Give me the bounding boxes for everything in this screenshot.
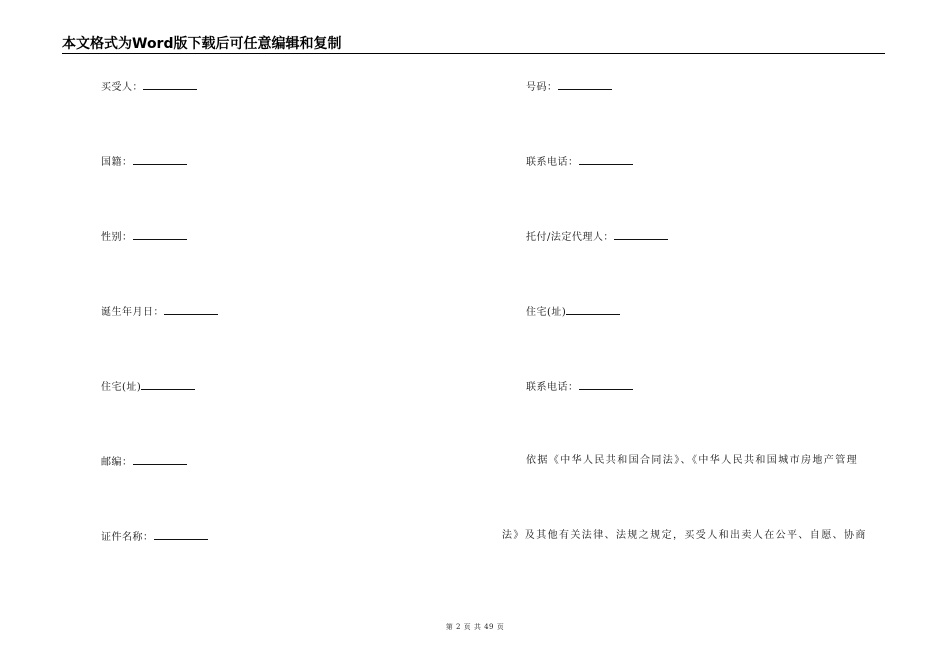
- gender-field: [101, 230, 187, 244]
- agent-phone-label: 联系电话：: [526, 382, 579, 393]
- phone-label: 联系电话：: [526, 157, 579, 168]
- id-number-blank[interactable]: [558, 80, 612, 90]
- gender-blank[interactable]: [133, 230, 187, 240]
- id-type-field: [101, 530, 208, 544]
- phone-field: [526, 155, 633, 169]
- address-field: [101, 380, 195, 394]
- birthdate-field: [101, 305, 218, 319]
- postcode-blank[interactable]: [133, 455, 187, 465]
- id-type-label: 证件名称：: [101, 532, 154, 543]
- birthdate-label: 诞生年月日：: [101, 307, 164, 318]
- buyer-blank[interactable]: [143, 80, 197, 90]
- agent-address-field: [526, 305, 620, 319]
- header-title: 本文格式为Word版下载后可任意编辑和复制: [62, 36, 342, 52]
- page-footer: [0, 622, 950, 632]
- address-label: 住宅(址): [101, 382, 142, 393]
- agent-address-blank[interactable]: [566, 305, 620, 315]
- postcode-field: [101, 455, 187, 469]
- buyer-label: 买受人：: [101, 82, 143, 93]
- gender-label: 性别：: [101, 232, 133, 243]
- id-number-field: [526, 80, 612, 94]
- nationality-label: 国籍：: [101, 157, 133, 168]
- agent-blank[interactable]: [614, 230, 668, 240]
- agent-address-label: 住宅(址): [526, 307, 567, 318]
- page-number: 第 2 页 共 49 页: [445, 623, 505, 631]
- body-text-line-2-content: 法》及其他有关法律、法规之规定，买受人和出卖人在公平、自愿、协商: [502, 530, 867, 541]
- body-text-line-2: [502, 530, 867, 542]
- agent-phone-field: [526, 380, 633, 394]
- phone-blank[interactable]: [579, 155, 633, 165]
- document-header: [62, 36, 885, 54]
- postcode-label: 邮编：: [101, 457, 133, 468]
- address-blank[interactable]: [141, 380, 195, 390]
- agent-field: [526, 230, 668, 244]
- agent-phone-blank[interactable]: [579, 380, 633, 390]
- body-text-line-1: [526, 455, 858, 467]
- id-type-blank[interactable]: [154, 530, 208, 540]
- body-text-line-1-content: 依据《中华人民共和国合同法》、《中华人民共和国城市房地产管理: [526, 455, 858, 466]
- id-number-label: 号码：: [526, 82, 558, 93]
- buyer-field: [101, 80, 197, 94]
- nationality-blank[interactable]: [133, 155, 187, 165]
- agent-label: 托付/法定代理人：: [526, 232, 614, 243]
- nationality-field: [101, 155, 187, 169]
- birthdate-blank[interactable]: [164, 305, 218, 315]
